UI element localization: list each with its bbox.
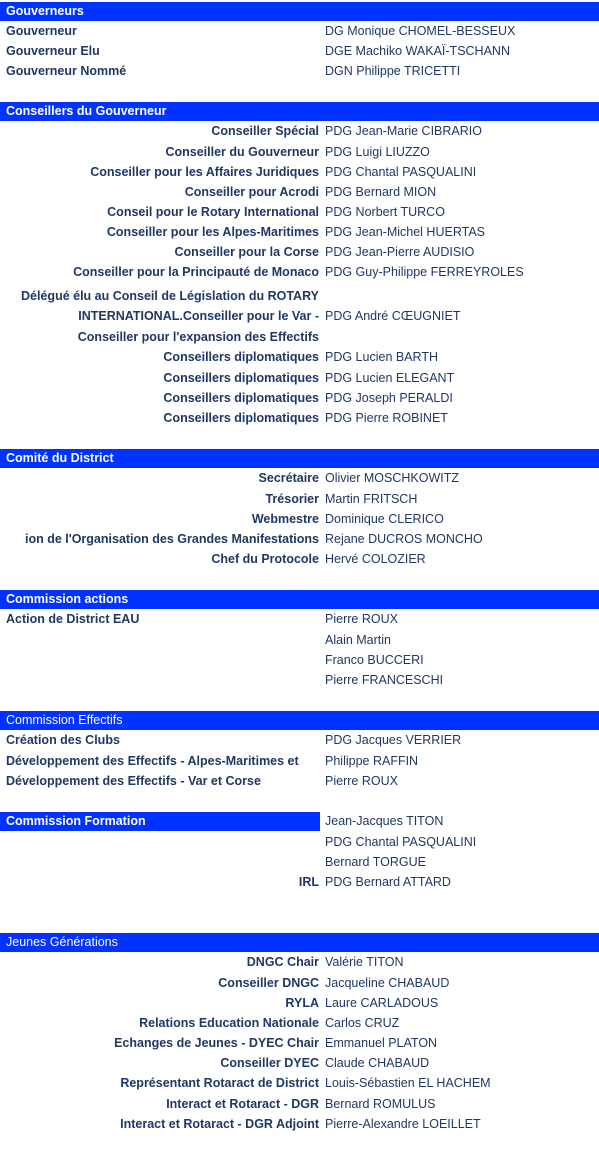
value-jeunes: Claude CHABAUD bbox=[325, 1056, 430, 1070]
label-jeunes: Conseiller DNGC bbox=[218, 976, 319, 990]
label-conseiller-diplomatique: Conseillers diplomatiques bbox=[163, 371, 319, 385]
label-delegue-line2: INTERNATIONAL.Conseiller pour le Var - bbox=[78, 309, 319, 323]
label-jeunes: RYLA bbox=[285, 996, 319, 1010]
label-conseiller: Conseiller du Gouverneur bbox=[165, 145, 319, 159]
value-manifestations: Rejane DUCROS MONCHO bbox=[325, 532, 483, 546]
value-irl: PDG Bernard ATTARD bbox=[325, 875, 451, 889]
label-dev-am-clip bbox=[0, 751, 319, 771]
value-webmestre: Dominique CLERICO bbox=[325, 512, 444, 526]
label-conseiller: Conseiller pour Acrodi bbox=[184, 185, 319, 199]
value-gouverneur-elu: DGE Machiko WAKAÏ-TSCHANN bbox=[325, 44, 510, 58]
value-gouverneur: DG Monique CHOMEL-BESSEUX bbox=[325, 24, 516, 38]
section-title-effectifs: Commission Effectifs bbox=[0, 711, 599, 730]
label-jeunes: Interact et Rotaract - DGR bbox=[166, 1097, 319, 1111]
label-manifestations-clip bbox=[0, 529, 319, 549]
label-dev-am: Développement des Effectifs - Alpes-Maritimes et bbox=[6, 754, 299, 768]
value-dev-am: Philippe RAFFIN bbox=[325, 754, 419, 768]
label-action-eau: Action de District EAU bbox=[6, 612, 140, 626]
value-conseiller: PDG Bernard MION bbox=[325, 185, 437, 199]
label-conseiller: Conseiller pour la Corse bbox=[174, 245, 319, 259]
value-creation-clubs: PDG Jacques VERRIER bbox=[325, 733, 462, 747]
section-title-conseillers: Conseillers du Gouverneur bbox=[0, 102, 599, 121]
label-delegue-line1: Délégué élu au Conseil de Législation du ROTARY bbox=[21, 289, 319, 303]
label-dev-var: Développement des Effectifs - Var et Corse bbox=[6, 774, 261, 788]
value-jeunes: Carlos CRUZ bbox=[325, 1016, 400, 1030]
label-irl: IRL bbox=[298, 875, 319, 889]
value-conseiller-diplomatique: PDG Pierre ROBINET bbox=[325, 411, 448, 425]
value-conseiller: PDG Guy-Philippe FERREYROLES bbox=[325, 265, 524, 279]
section-title-actions: Commission actions bbox=[0, 590, 599, 609]
label-jeunes: Relations Education Nationale bbox=[139, 1016, 319, 1030]
value-formation: PDG Chantal PASQUALINI bbox=[325, 835, 477, 849]
value-jeunes: Pierre-Alexandre LOEILLET bbox=[325, 1117, 481, 1131]
label-creation-clubs: Création des Clubs bbox=[6, 733, 120, 747]
value-jeunes: Emmanuel PLATON bbox=[325, 1036, 438, 1050]
value-action: Pierre ROUX bbox=[325, 612, 398, 626]
section-title-gouverneurs: Gouverneurs bbox=[0, 2, 599, 21]
value-chef-protocole: Hervé COLOZIER bbox=[325, 552, 426, 566]
value-conseiller: PDG Luigi LIUZZO bbox=[325, 145, 430, 159]
label-conseiller: Conseiller pour les Affaires Juridiques bbox=[90, 165, 319, 179]
label-manifestations: ion de l'Organisation des Grandes Manifestations bbox=[24, 532, 319, 546]
value-conseiller: PDG Jean-Pierre AUDISIO bbox=[325, 245, 475, 259]
value-action: Pierre FRANCESCHI bbox=[325, 673, 444, 687]
label-jeunes: Interact et Rotaract - DGR Adjoint bbox=[120, 1117, 319, 1131]
label-jeunes: Conseiller DYEC bbox=[220, 1056, 319, 1070]
value-conseiller: PDG Norbert TURCO bbox=[325, 205, 445, 219]
section-title-comite: Comité du District bbox=[0, 449, 599, 468]
value-jeunes: Bernard ROMULUS bbox=[325, 1097, 436, 1111]
value-jeunes: Valérie TITON bbox=[325, 955, 404, 969]
value-gouverneur-nomme: DGN Philippe TRICETTI bbox=[325, 64, 461, 78]
label-jeunes: Echanges de Jeunes - DYEC Chair bbox=[114, 1036, 319, 1050]
value-secretaire: Olivier MOSCHKOWITZ bbox=[325, 471, 460, 485]
label-gouverneur: Gouverneur bbox=[6, 24, 77, 38]
value-jeunes: Louis-Sébastien EL HACHEM bbox=[325, 1076, 491, 1090]
label-chef-protocole: Chef du Protocole bbox=[211, 552, 319, 566]
value-dev-var: Pierre ROUX bbox=[325, 774, 398, 788]
label-conseiller: Conseil pour le Rotary International bbox=[107, 205, 319, 219]
label-delegue-line3: Conseiller pour l'expansion des Effectifs bbox=[77, 330, 319, 344]
value-conseiller-diplomatique: PDG Lucien ELEGANT bbox=[325, 371, 455, 385]
label-conseiller: Conseiller pour les Alpes-Maritimes bbox=[106, 225, 319, 239]
value-conseiller: PDG Jean-Marie CIBRARIO bbox=[325, 124, 482, 138]
value-action: Alain Martin bbox=[325, 633, 391, 647]
label-secretaire: Secrétaire bbox=[258, 471, 319, 485]
label-conseiller-diplomatique: Conseillers diplomatiques bbox=[163, 350, 319, 364]
label-jeunes: DNGC Chair bbox=[246, 955, 319, 969]
value-conseiller-diplomatique: PDG Joseph PERALDI bbox=[325, 391, 453, 405]
value-action: Franco BUCCERI bbox=[325, 653, 424, 667]
label-conseiller-diplomatique: Conseillers diplomatiques bbox=[163, 411, 319, 425]
label-conseiller: Conseiller Spécial bbox=[211, 124, 319, 138]
section-title-formation: Commission Formation bbox=[0, 812, 320, 831]
value-conseiller: PDG Chantal PASQUALINI bbox=[325, 165, 477, 179]
value-conseiller-diplomatique: PDG Lucien BARTH bbox=[325, 350, 439, 364]
label-tresorier: Trésorier bbox=[265, 492, 319, 506]
label-jeunes: Représentant Rotaract de District bbox=[120, 1076, 319, 1090]
value-tresorier: Martin FRITSCH bbox=[325, 492, 418, 506]
label-gouverneur-nomme: Gouverneur Nommé bbox=[6, 64, 127, 78]
label-gouverneur-elu: Gouverneur Elu bbox=[6, 44, 100, 58]
value-delegue: PDG André CŒUGNIET bbox=[325, 309, 461, 323]
value-conseiller: PDG Jean-Michel HUERTAS bbox=[325, 225, 485, 239]
label-webmestre: Webmestre bbox=[251, 512, 319, 526]
value-jeunes: Jacqueline CHABAUD bbox=[325, 976, 450, 990]
section-title-jeunes: Jeunes Générations bbox=[0, 933, 599, 952]
value-jeunes: Laure CARLADOUS bbox=[325, 996, 439, 1010]
value-formation: Bernard TORGUE bbox=[325, 855, 426, 869]
label-conseiller: Conseiller pour la Principauté de Monaco bbox=[73, 265, 319, 279]
value-formation: Jean-Jacques TITON bbox=[325, 814, 444, 828]
label-conseiller-diplomatique: Conseillers diplomatiques bbox=[163, 391, 319, 405]
